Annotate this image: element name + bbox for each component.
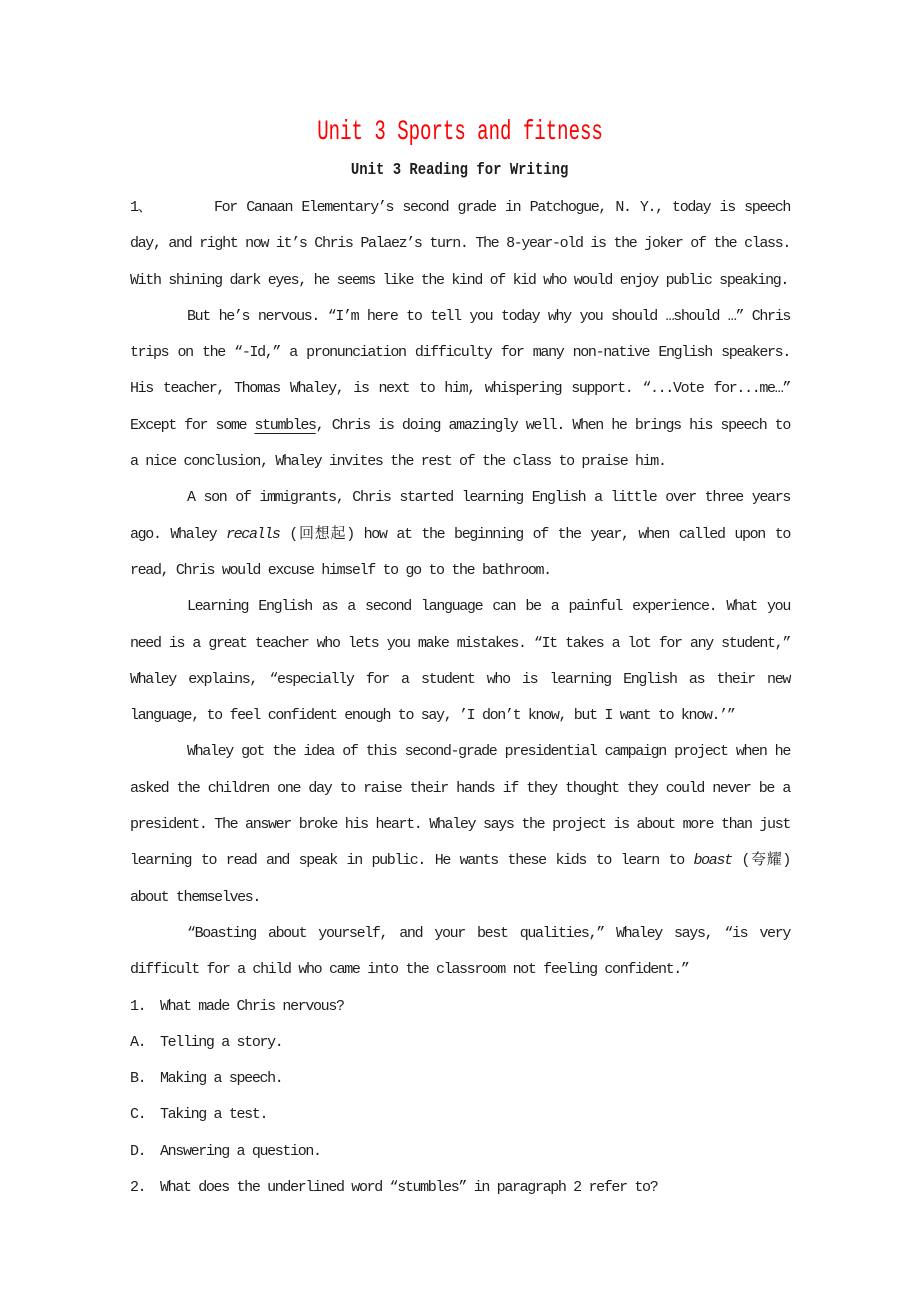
passage-paragraph: [130, 480, 790, 589]
questions-section: [130, 989, 790, 1207]
passage-paragraph: [130, 589, 790, 734]
passage-paragraph: [130, 299, 790, 480]
passage-paragraph: [130, 190, 790, 299]
text-run: , Chris is doing amazingly well. When he brings his speech to a nice conclusion, Whaley invites the rest of the class to praise him.: [130, 416, 790, 471]
question-option: [130, 1134, 790, 1170]
question-option-text: Taking a test.: [160, 1106, 268, 1124]
question-option-label: D.: [130, 1142, 146, 1160]
text-run: For Canaan Elementary’s second grade in Patchogue, N. Y., today is speech day, and right now it’s Chris Palaez’s turn. The 8-year-old is the joker of the class. With shining dark eyes, he seems like the kind of kid who would enjoy public speaking.: [130, 199, 790, 289]
section-subtitle: [130, 158, 790, 184]
text-run: Whaley got the idea of this second-grade presidential campaign project when he asked the children one day to raise their hands if they thought they could never be a president. The answer broke his heart. Whaley says the project is about more than just learning to read and speak in public. He wants these kids to learn to: [130, 743, 790, 870]
reading-passage: [130, 190, 790, 989]
question-option-label: A.: [130, 1033, 146, 1051]
section-subtitle-text: Unit 3 Reading for Writing: [351, 161, 569, 180]
passage-paragraph: [130, 734, 790, 915]
question-option-label: B.: [130, 1070, 146, 1088]
question-option-text: Making a speech.: [160, 1070, 283, 1088]
question: [130, 989, 790, 1025]
question-text: What made Chris nervous?: [160, 997, 344, 1015]
question-option-text: Answering a question.: [160, 1142, 321, 1160]
question-option: [130, 1061, 790, 1097]
question-option: [130, 1025, 790, 1061]
text-run: (夸耀) about themselves.: [130, 852, 790, 906]
page-title: [130, 116, 790, 150]
question-option-text: Telling a story.: [160, 1033, 283, 1051]
text-run: “Boasting about yourself, and your best qualities,” Whaley says, “is very difficult for a child who came into the classroom not feeling confident.”: [130, 924, 790, 979]
question-label: 1.: [130, 997, 146, 1015]
italic-text-run: boast: [693, 852, 732, 870]
question: [130, 1170, 790, 1206]
italic-text-run: recalls: [226, 525, 280, 543]
question-option: [130, 1097, 790, 1133]
text-run: (回想起) how at the beginning of the year, when called upon to read, Chris would excuse himself to go to the bathroom.: [130, 525, 790, 579]
question-label: 2.: [130, 1179, 146, 1197]
question-text: What does the underlined word “stumbles” in paragraph 2 refer to?: [160, 1179, 658, 1197]
question-option-label: C.: [130, 1106, 146, 1124]
text-run: But he’s nervous. “I’m here to tell you today why you should …should …” Chris trips on the “-Id,” a pronunciation difficulty for many non-native English speakers. His teacher, Thomas Whaley, is next to him, whispering support. “...Vote for...me…” Except for some: [130, 307, 790, 434]
text-run: Learning English as a second language can be a painful experience. What you need is a great teacher who lets you make mistakes. “It takes a lot for any student,” Whaley explains, “especially for a student who is learning English as their new language, to feel confident enough to say, ’I don’t know, but I want to know.’”: [130, 598, 790, 725]
page-title-text: Unit 3 Sports and fitness: [317, 117, 603, 148]
passage-paragraph: [130, 916, 790, 989]
item-number: 1、: [130, 199, 152, 216]
text-run: A son of immigrants, Chris started learning English a little over three years ago. Whaley: [130, 489, 790, 543]
underline-text-run: stumbles: [254, 416, 316, 434]
